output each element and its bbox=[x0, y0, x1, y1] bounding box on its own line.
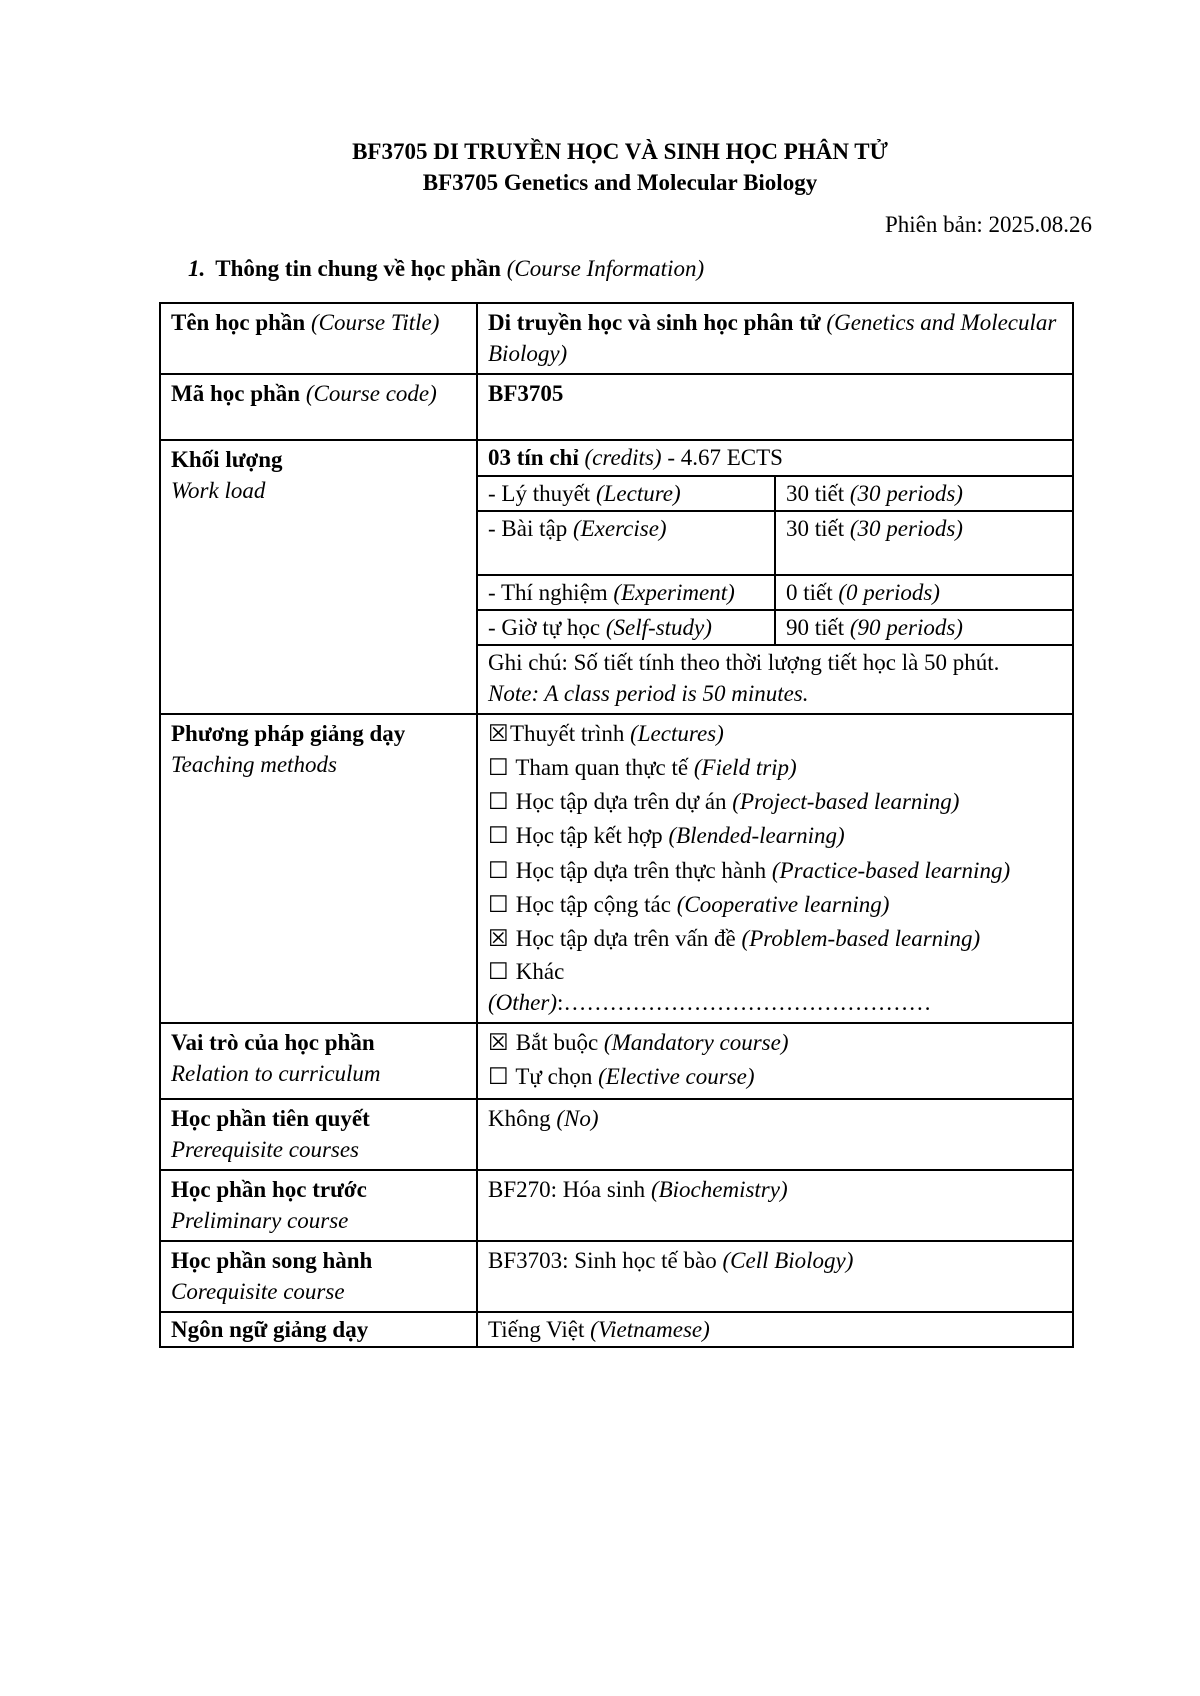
workload-item-value: 30 tiết (30 periods) bbox=[775, 511, 1072, 575]
row-corequisite bbox=[160, 1241, 1073, 1312]
workload-item-name: - Bài tập (Exercise) bbox=[478, 511, 775, 575]
workload-item-value: 0 tiết (0 periods) bbox=[775, 575, 1072, 610]
checkbox-unchecked-icon: ☐ bbox=[488, 823, 509, 848]
role-item-elective: ☐ Tự chọn (Elective course) bbox=[488, 1060, 1062, 1094]
course-code-label: Mã học phần bbox=[171, 381, 301, 406]
prereq-label: Học phần tiên quyết bbox=[171, 1106, 370, 1131]
coreq-value-cell bbox=[477, 1241, 1073, 1312]
preliminary-value: BF270: Hóa sinh bbox=[488, 1177, 646, 1202]
method-item-practice-based: ☐ Học tập dựa trên thực hành (Practice-based learning) bbox=[488, 853, 1062, 888]
language-label: Ngôn ngữ giảng dạy bbox=[171, 1317, 369, 1342]
checkbox-unchecked-icon: ☐ bbox=[488, 1064, 509, 1089]
row-course-title bbox=[160, 303, 1073, 374]
course-title-label-en: (Course Title) bbox=[310, 310, 440, 335]
course-title-label-cell bbox=[160, 303, 477, 374]
methods-label-cell bbox=[160, 714, 477, 1023]
workload-note-en: Note: A class period is 50 minutes. bbox=[488, 681, 809, 706]
coreq-label-cell bbox=[160, 1241, 477, 1312]
checkbox-checked-icon: ☒ bbox=[488, 1030, 509, 1055]
method-item-project-based: ☐ Học tập dựa trên dự án (Project-based learning) bbox=[488, 785, 1062, 819]
course-title-value-en: (Genetics and Molecular Biology) bbox=[488, 310, 1057, 366]
language-value-cell bbox=[477, 1312, 1073, 1347]
workload-item-value: 90 tiết (90 periods) bbox=[775, 610, 1072, 645]
course-code-value-cell bbox=[477, 374, 1073, 440]
prereq-value: Không bbox=[488, 1106, 551, 1131]
role-value-cell bbox=[477, 1023, 1073, 1099]
workload-table bbox=[478, 441, 1072, 713]
role-label-cell bbox=[160, 1023, 477, 1099]
row-prerequisite bbox=[160, 1099, 1073, 1170]
method-item-other: ☐ Khác (Other):………………………………………… bbox=[488, 956, 1062, 1018]
role-label-en: Relation to curriculum bbox=[171, 1061, 381, 1086]
checkbox-unchecked-icon: ☐ bbox=[488, 755, 509, 780]
preliminary-label: Học phần học trước bbox=[171, 1177, 367, 1202]
language-value: Tiếng Việt bbox=[488, 1317, 585, 1342]
checkbox-checked-icon: ☒ bbox=[488, 721, 509, 746]
section-title-en: (Course Information) bbox=[506, 256, 705, 281]
checkbox-unchecked-icon: ☐ bbox=[488, 892, 509, 917]
workload-item-value: 30 tiết (30 periods) bbox=[775, 476, 1072, 511]
checkbox-unchecked-icon: ☐ bbox=[488, 858, 509, 883]
course-info-table bbox=[159, 302, 1074, 1348]
row-workload bbox=[160, 440, 1073, 714]
prereq-value-en: (No) bbox=[556, 1106, 599, 1131]
workload-credits: 03 tín chỉ (credits) - 4.67 ECTS bbox=[478, 441, 1072, 476]
workload-item-name: - Giờ tự học (Self-study) bbox=[478, 610, 775, 645]
role-item-mandatory: ☒ Bắt buộc (Mandatory course) bbox=[488, 1026, 1062, 1060]
prereq-label-en: Prerequisite courses bbox=[171, 1137, 360, 1162]
workload-label-en: Work load bbox=[171, 478, 266, 503]
course-title-label: Tên học phần bbox=[171, 310, 306, 335]
preliminary-label-en: Preliminary course bbox=[171, 1208, 349, 1233]
course-title-value: Di truyền học và sinh học phân tử bbox=[488, 310, 821, 335]
checkbox-unchecked-icon: ☐ bbox=[488, 959, 509, 984]
row-course-code bbox=[160, 374, 1073, 440]
course-code-value: BF3705 bbox=[488, 381, 564, 406]
row-preliminary bbox=[160, 1170, 1073, 1241]
language-value-en: (Vietnamese) bbox=[590, 1317, 710, 1342]
workload-value-cell bbox=[477, 440, 1073, 714]
workload-note-vi: Ghi chú: Số tiết tính theo thời lượng tiết học là 50 phút. bbox=[488, 650, 1000, 675]
method-item-field-trip: ☐ Tham quan thực tế (Field trip) bbox=[488, 751, 1062, 785]
method-item-lectures: ☒Thuyết trình (Lectures) bbox=[488, 717, 1062, 751]
method-item-cooperative: ☐ Học tập cộng tác (Cooperative learning) bbox=[488, 888, 1062, 922]
course-code-label-cell bbox=[160, 374, 477, 440]
title-english: BF3705 Genetics and Molecular Biology bbox=[422, 170, 818, 195]
prereq-label-cell bbox=[160, 1099, 477, 1170]
method-item-problem-based: ☒ Học tập dựa trên vấn đề (Problem-based learning) bbox=[488, 922, 1062, 956]
methods-label: Phương pháp giảng dạy bbox=[171, 721, 406, 746]
preliminary-value-en: (Biochemistry) bbox=[650, 1177, 788, 1202]
course-code-label-en: (Course code) bbox=[305, 381, 437, 406]
role-label: Vai trò của học phần bbox=[171, 1030, 375, 1055]
workload-note bbox=[478, 645, 1072, 713]
section-number: 1. bbox=[188, 256, 206, 281]
preliminary-value-cell bbox=[477, 1170, 1073, 1241]
coreq-value-en: (Cell Biology) bbox=[722, 1248, 854, 1273]
row-language bbox=[160, 1312, 1073, 1347]
methods-label-en: Teaching methods bbox=[171, 752, 337, 777]
document-title bbox=[0, 136, 1200, 198]
coreq-value: BF3703: Sinh học tế bào bbox=[488, 1248, 717, 1273]
row-course-role bbox=[160, 1023, 1073, 1099]
prereq-value-cell bbox=[477, 1099, 1073, 1170]
course-title-value-cell bbox=[477, 303, 1073, 374]
methods-value-cell bbox=[477, 714, 1073, 1023]
workload-label-cell bbox=[160, 440, 477, 714]
title-vietnamese: BF3705 DI TRUYỀN HỌC VÀ SINH HỌC PHÂN TỬ bbox=[352, 139, 888, 164]
checkbox-unchecked-icon: ☐ bbox=[488, 789, 509, 814]
row-teaching-methods bbox=[160, 714, 1073, 1023]
workload-label: Khối lượng bbox=[171, 447, 283, 472]
workload-item-name: - Lý thuyết (Lecture) bbox=[478, 476, 775, 511]
coreq-label-en: Corequisite course bbox=[171, 1279, 345, 1304]
preliminary-label-cell bbox=[160, 1170, 477, 1241]
section-title: Thông tin chung về học phần bbox=[215, 256, 501, 281]
version-label: Phiên bản: 2025.08.26 bbox=[885, 212, 1092, 237]
checkbox-checked-icon: ☒ bbox=[488, 926, 509, 951]
method-item-blended: ☐ Học tập kết hợp (Blended-learning) bbox=[488, 819, 1062, 853]
section-heading bbox=[188, 256, 704, 282]
language-label-cell bbox=[160, 1312, 477, 1347]
workload-item-name: - Thí nghiệm (Experiment) bbox=[478, 575, 775, 610]
coreq-label: Học phần song hành bbox=[171, 1248, 373, 1273]
